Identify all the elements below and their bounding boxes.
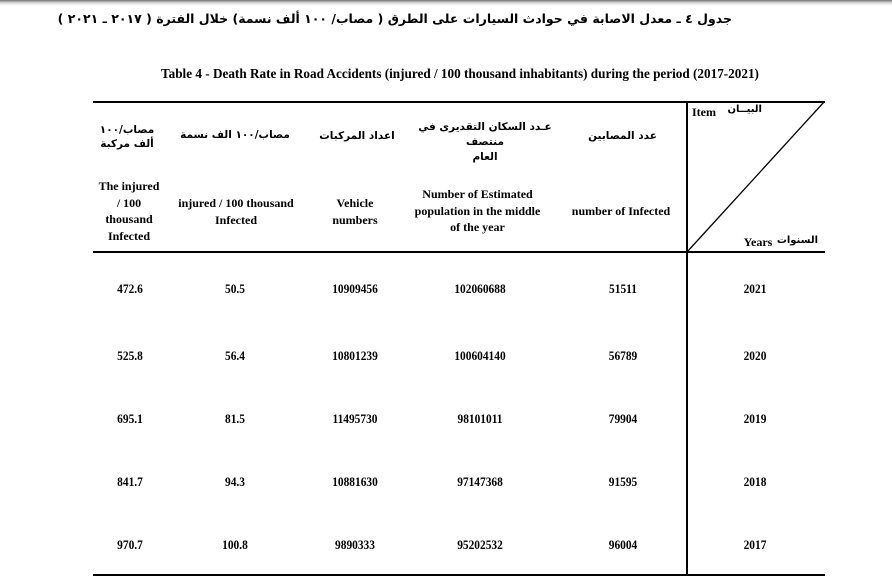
header-ar-vehicles: اعداد المركبات <box>319 130 395 142</box>
table-title-english: Table 4 - Death Rate in Road Accidents (injured / 100 thousand inhabitants) during the period (2017-2021) <box>161 66 759 81</box>
cell-vehicles: 9890333 <box>335 538 375 552</box>
corner-item-en: Item <box>692 105 716 119</box>
header-en-vehicles: Vehicle numbers <box>332 196 378 227</box>
header-ar-injured-per-100k-vehicles: مصاب/١٠٠ ألف مركبة <box>99 124 155 150</box>
cell-population: 100604140 <box>454 349 506 363</box>
header-ar-population: عـدد السكان التقديرى في منتصف العام <box>418 121 552 163</box>
cell-per-100k-vehicles: 970.7 <box>117 538 143 552</box>
cell-per-100k: 94.3 <box>225 475 245 489</box>
cell-infected: 96004 <box>608 538 638 552</box>
cell-infected: 91595 <box>608 475 638 489</box>
corner-item-ar: البيــان <box>727 104 762 115</box>
corner-years-ar: السنوات <box>776 235 818 246</box>
cell-per-100k-vehicles: 472.6 <box>117 282 143 296</box>
cell-vehicles: 10881630 <box>332 475 378 489</box>
cell-per-100k: 81.5 <box>225 412 245 426</box>
cell-year: 2018 <box>743 475 767 489</box>
header-en-injured-per-100k-vehicles: The injured / 100 thousand Infected <box>98 179 160 243</box>
cell-vehicles: 10909456 <box>332 282 378 296</box>
diagonal-header-line <box>686 101 826 253</box>
viewer-top-shadow <box>0 0 892 6</box>
cell-year: 2020 <box>743 349 767 363</box>
header-en-population: Number of Estimated population in the middle of the year <box>414 187 541 234</box>
cell-population: 97147368 <box>457 475 503 489</box>
cell-per-100k: 56.4 <box>225 349 245 363</box>
cell-per-100k-vehicles: 525.8 <box>117 349 143 363</box>
cell-infected: 79904 <box>608 412 638 426</box>
cell-vehicles: 10801239 <box>332 349 378 363</box>
cell-per-100k: 100.8 <box>222 538 248 552</box>
cell-per-100k-vehicles: 695.1 <box>117 412 143 426</box>
table-title-arabic: جدول ٤ ـ معدل الاصابة في حوادث السيارات على الطرق ( مصاب/ ١٠٠ ألف نسمة) خلال الفترة ( ٢٠١٧ ـ ٢٠٢١ ) <box>57 11 732 26</box>
table-bottom-rule <box>93 574 825 576</box>
corner-years-en: Years <box>743 235 773 249</box>
cell-year: 2021 <box>743 282 767 296</box>
cell-per-100k: 50.5 <box>225 282 245 296</box>
cell-population: 98101011 <box>457 412 503 426</box>
cell-infected: 56789 <box>608 349 638 363</box>
header-ar-infected: عدد المصابين <box>588 130 657 142</box>
header-en-injured-per-100k: injured / 100 thousand Infected <box>178 196 294 227</box>
header-ar-injured-per-100k: مصاب/١٠٠ الف نسمة <box>180 129 290 141</box>
cell-vehicles: 11495730 <box>332 412 378 426</box>
header-en-infected: number of Infected <box>571 204 671 218</box>
cell-population: 95202532 <box>457 538 503 552</box>
cell-population: 102060688 <box>454 282 506 296</box>
cell-year: 2019 <box>743 412 767 426</box>
cell-year: 2017 <box>743 538 767 552</box>
cell-per-100k-vehicles: 841.7 <box>117 475 143 489</box>
cell-infected: 51511 <box>609 282 637 296</box>
